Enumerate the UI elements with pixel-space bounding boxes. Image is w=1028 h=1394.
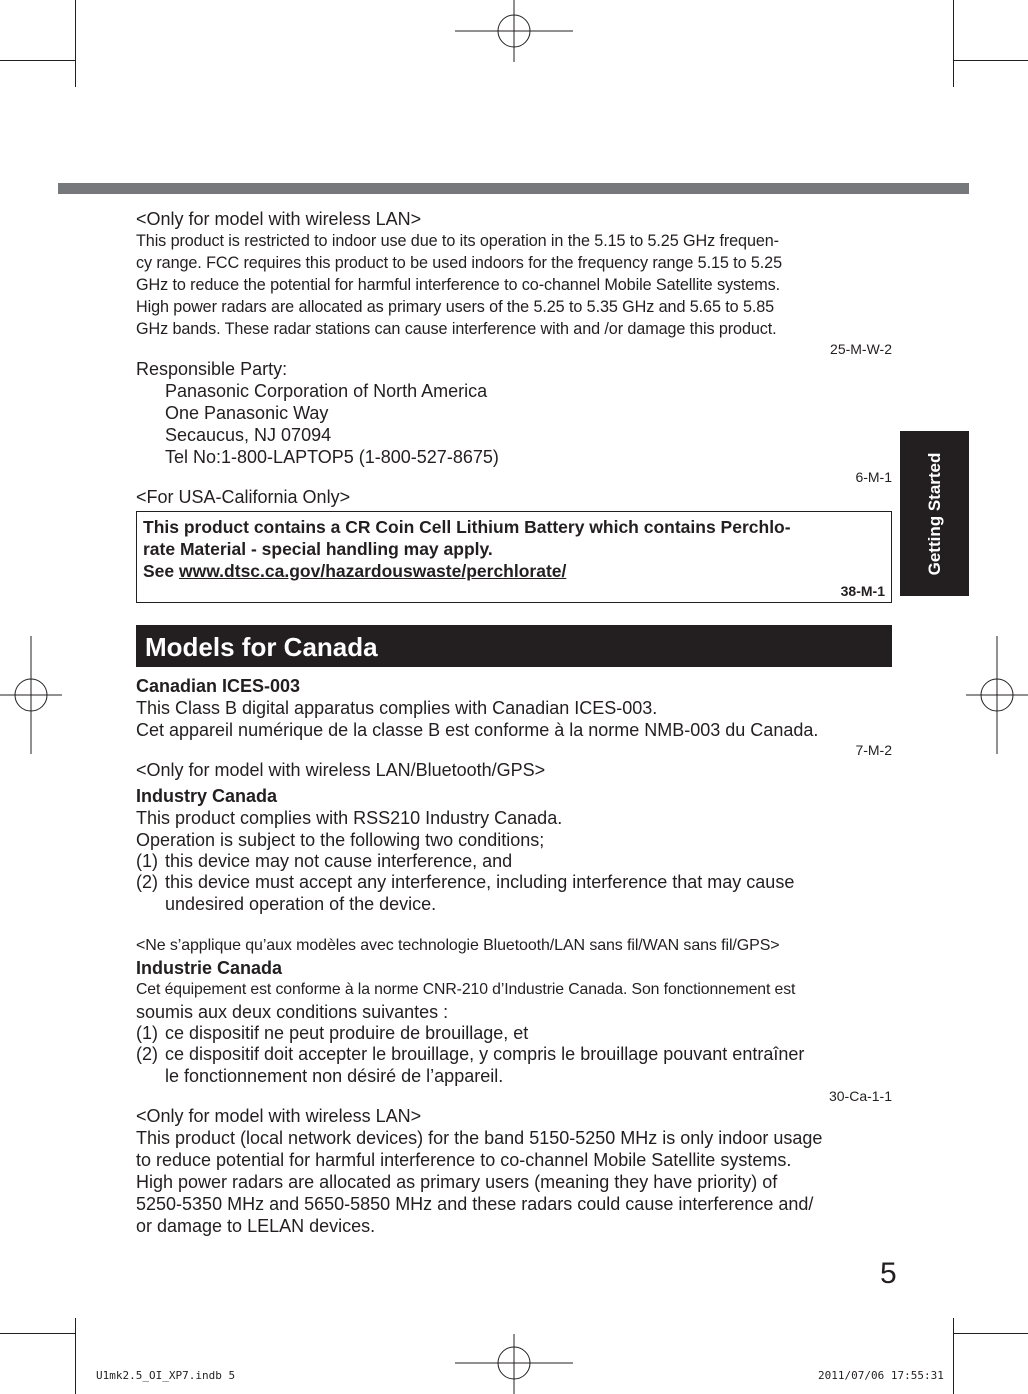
reference-code: 7-M-2: [855, 742, 892, 758]
ices-line: This Class B digital apparatus complies with Canadian ICES-003.: [136, 698, 658, 718]
list-item: [136, 872, 892, 893]
fcc-line: High power radars are allocated as primary users of the 5.25 to 5.35 GHz and 5.65 to 5.85: [136, 298, 775, 316]
industrie-line: Cet équipement est conforme à la norme CNR-210 d’Industrie Canada. Son fonctionnement est: [136, 981, 796, 998]
responsible-party-line: Tel No:1-800-LAPTOP5 (1-800-527-8675): [165, 447, 499, 467]
perchlorate-link[interactable]: www.dtsc.ca.gov/hazardouswaste/perchlorate/: [179, 561, 567, 581]
industrie-tag: <Ne s’applique qu’aux modèles avec technologie Bluetooth/LAN sans fil/WAN sans fil/GPS>: [136, 937, 780, 954]
reference-code: 38-M-1: [840, 583, 885, 599]
perchlorate-line: This product contains a CR Coin Cell Lithium Battery which contains Perchlo-: [143, 517, 791, 537]
registration-mark-bottom: [455, 1334, 573, 1394]
reference-code: 25-M-W-2: [830, 341, 892, 357]
wireless-lan-tag: <Only for model with wireless LAN>: [136, 209, 422, 229]
section-heading: Models for Canada: [136, 625, 892, 667]
list-item: [136, 1044, 892, 1065]
industry-line: This product complies with RSS210 Industry Canada.: [136, 808, 563, 828]
page-number: 5: [880, 1257, 897, 1290]
responsible-party-label: Responsible Party:: [136, 359, 288, 379]
reference-code: 6-M-1: [855, 469, 892, 485]
list-text: this device must accept any interference, including interference that may cause: [165, 872, 795, 892]
list-number: (2): [136, 872, 158, 892]
responsible-party-line: Secaucus, NJ 07094: [165, 425, 332, 445]
industry-line: Operation is subject to the following two conditions;: [136, 830, 545, 850]
fcc-line: cy range. FCC requires this product to be used indoors for the frequency range 5.15 to 5.25: [136, 254, 782, 272]
section-tab-label: Getting Started: [924, 452, 944, 575]
reference-code: 30-Ca-1-1: [828, 1088, 892, 1104]
list-number: (2): [136, 1044, 158, 1064]
industrie-title: Industrie Canada: [136, 958, 283, 978]
perchlorate-line: rate Material - special handling may apply.: [143, 539, 493, 559]
lelan-line: This product (local network devices) for the band 5150-5250 MHz is only indoor usage: [136, 1128, 823, 1148]
fcc-line: This product is restricted to indoor use due to its operation in the 5.15 to 5.25 GHz frequen-: [136, 232, 779, 250]
fcc-line: GHz to reduce the potential for harmful interference to co-channel Mobile Satellite systems.: [136, 276, 781, 294]
list-item: [136, 1023, 892, 1044]
list-text: ce dispositif ne peut produire de brouillage, et: [165, 1023, 529, 1043]
footer-timestamp: 2011/07/06 17:55:31: [818, 1369, 944, 1382]
ices-title: Canadian ICES-003: [136, 676, 301, 696]
list-item: [136, 851, 892, 872]
registration-mark-top: [455, 0, 573, 62]
page-content: [136, 208, 892, 1237]
lelan-tag: <Only for model with wireless LAN>: [136, 1106, 422, 1126]
industry-tag: <Only for model with wireless LAN/Bluetooth/GPS>: [136, 760, 546, 780]
lelan-line: 5250-5350 MHz and 5650-5850 MHz and these radars could cause interference and/: [136, 1194, 814, 1214]
lelan-line: High power radars are allocated as primary users (meaning they have priority) of: [136, 1172, 778, 1192]
header-rule: [58, 183, 969, 194]
see-label: See: [143, 561, 179, 581]
responsible-party-line: One Panasonic Way: [165, 403, 329, 423]
ices-line: Cet appareil numérique de la classe B est conforme à la norme NMB-003 du Canada.: [136, 720, 819, 740]
list-text: ce dispositif doit accepter le brouillage, y compris le brouillage pouvant entraîner: [165, 1044, 805, 1064]
perchlorate-notice-box: [136, 511, 892, 603]
fcc-line: GHz bands. These radar stations can cause interference with and /or damage this product.: [136, 320, 777, 338]
lelan-line: to reduce potential for harmful interference to co-channel Mobile Satellite systems.: [136, 1150, 792, 1170]
footer-file-info: U1mk2.5_OI_XP7.indb 5: [96, 1369, 236, 1382]
registration-mark-right: [966, 636, 1028, 754]
industrie-line: soumis aux deux conditions suivantes :: [136, 1002, 449, 1022]
list-number: (1): [136, 851, 158, 871]
list-number: (1): [136, 1023, 158, 1043]
registration-mark-left: [0, 636, 62, 754]
list-continuation: le fonctionnement non désiré de l’appareil.: [165, 1066, 504, 1086]
section-tab: [900, 431, 969, 596]
california-tag: <For USA-California Only>: [136, 487, 351, 507]
lelan-line: or damage to LELAN devices.: [136, 1216, 376, 1236]
list-text: this device may not cause interference, and: [165, 851, 513, 871]
industry-title: Industry Canada: [136, 786, 278, 806]
responsible-party-line: Panasonic Corporation of North America: [165, 381, 488, 401]
list-continuation: undesired operation of the device.: [165, 894, 437, 914]
